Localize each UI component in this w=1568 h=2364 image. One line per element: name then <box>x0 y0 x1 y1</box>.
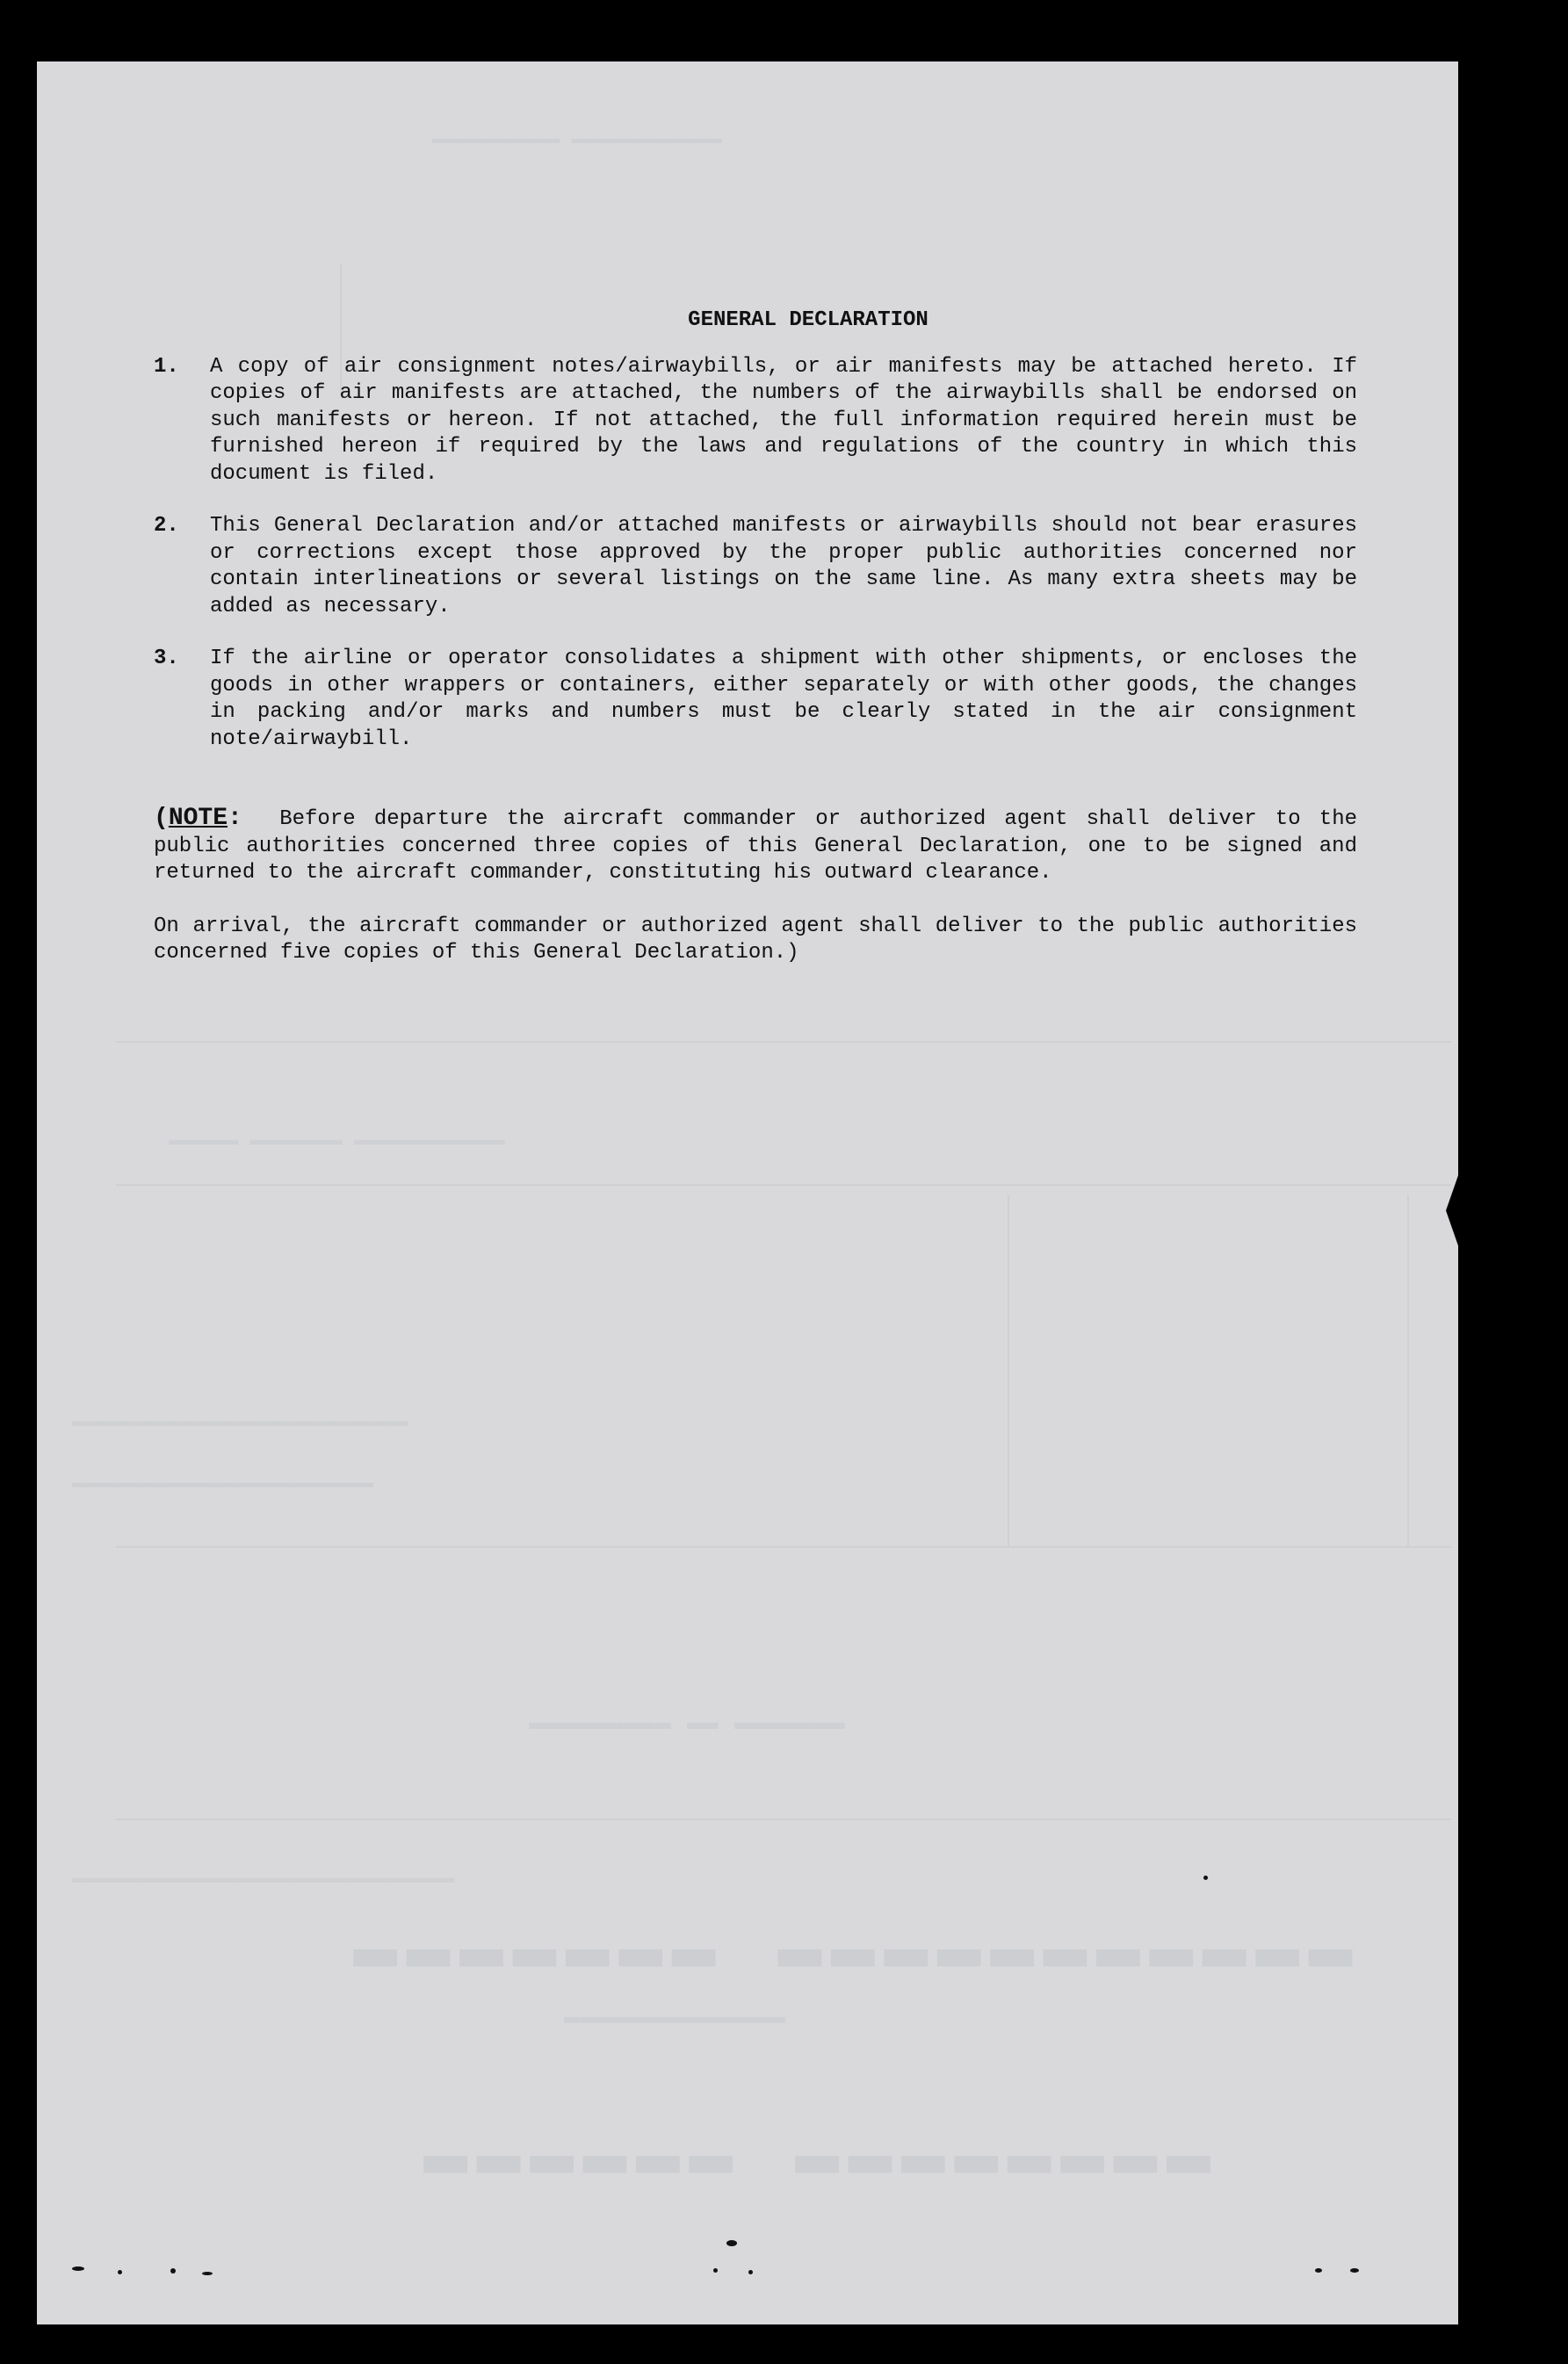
bleed-rule <box>116 1546 1451 1548</box>
bleed-through-line: ▬▬▬▬▬▬▬▬▬▬▬▬▬▬ <box>564 2007 786 2037</box>
item-number: 2. <box>154 514 179 538</box>
list-item <box>154 354 1357 488</box>
arrival-text: On arrival, the aircraft commander or authorized agent shall deliver to the public authorities concerned five copies of this General Declaration. <box>154 914 1357 965</box>
item-number: 3. <box>154 647 179 670</box>
bleed-through-line: ▬▬▬▬▬▬▬▬▬▬▬▬▬▬▬▬▬▬▬▬▬▬▬▬▬▬ <box>72 1476 374 1498</box>
item-text: If the airline or operator consolidates a shipment with other shipments, or encloses the goods in other wrappers or containers, either separately or with other goods, the changes in packing and/or marks and numbers must be clearly stated in the air consignment note/airwaybill. <box>210 647 1357 751</box>
item-text: This General Declaration and/or attached manifests or airwaybills should not bear erasures or corrections except those approved by the proper public authorities concerned nor contain interlineations or several listings on the same line. As many extra sheets may be added as necessary. <box>210 514 1357 618</box>
bleed-rule <box>116 1184 1451 1186</box>
bleed-through-line: ▬▬▬▬▬▬▬▬▬▬▬ ▬▬▬▬▬▬▬▬▬▬▬▬▬ <box>432 132 723 154</box>
bleed-rule <box>116 1818 1451 1820</box>
document-page <box>37 61 1458 2324</box>
list-item <box>154 646 1357 753</box>
item-number: 1. <box>154 354 179 379</box>
speck <box>1203 1876 1208 1880</box>
bleed-through-heading: ▬▬▬▬▬▬ ▬▬▬▬▬▬▬▬ <box>423 2130 1220 2214</box>
speck <box>1315 2268 1322 2273</box>
page-title: GENERAL DECLARATION <box>688 308 929 332</box>
note-open-paren: ( <box>154 805 169 832</box>
arrival-paragraph <box>154 914 1357 967</box>
bleed-through-line: ▬▬▬▬▬▬▬▬▬ ▬▬ ▬▬▬▬▬▬▬ <box>529 1713 846 1743</box>
bleed-rule <box>1407 1195 1409 1546</box>
bleed-through-line: ▬▬▬▬▬▬▬▬▬▬▬▬▬▬▬▬▬▬▬▬▬▬▬▬▬▬▬▬▬ <box>72 1414 408 1436</box>
bleed-through-heading: ▬▬▬▬▬▬▬ ▬▬▬▬▬▬▬▬▬▬▬ <box>353 1924 1362 2007</box>
speck <box>72 2266 84 2271</box>
item-text: A copy of air consignment notes/airwaybills, or air manifests may be attached hereto. If copies of air manifests are attached, the numbers of the airwaybills shall be endorsed on such manifests or hereon. If not attached, the full information required herein must be furnished hereon if required by the laws and regulations of the country in which this document is filed. <box>210 354 1357 486</box>
note-label: NOTE <box>168 805 228 832</box>
bleed-through-line: ▬▬▬▬▬▬ ▬▬▬▬▬▬▬▬ ▬▬▬▬▬▬▬▬▬▬▬▬▬ <box>169 1133 505 1155</box>
note-colon: : <box>228 805 242 832</box>
bleed-rule <box>1008 1195 1009 1546</box>
declaration-text <box>154 307 1357 967</box>
torn-edge <box>1446 1175 1458 1246</box>
note-text: Before departure the aircraft commander or authorized agent shall deliver to the public authorities concerned three copies of this General Declaration, one to be signed and returned to the aircraft commander, constituting his outward clearance. <box>154 807 1357 885</box>
speck <box>118 2270 122 2274</box>
speck <box>713 2268 718 2273</box>
speck <box>748 2270 753 2274</box>
speck <box>202 2272 213 2275</box>
bleed-rule <box>116 1041 1451 1043</box>
speck <box>170 2268 176 2274</box>
arrival-close-paren: ) <box>786 941 799 965</box>
note-paragraph <box>154 806 1357 887</box>
speck <box>1350 2268 1359 2273</box>
bleed-through-line: ▬▬▬▬▬▬▬▬▬▬▬▬▬▬▬▬▬▬▬▬▬▬▬▬▬▬▬▬▬▬▬▬▬ <box>72 1871 455 1893</box>
speck <box>726 2240 737 2246</box>
list-item <box>154 513 1357 620</box>
